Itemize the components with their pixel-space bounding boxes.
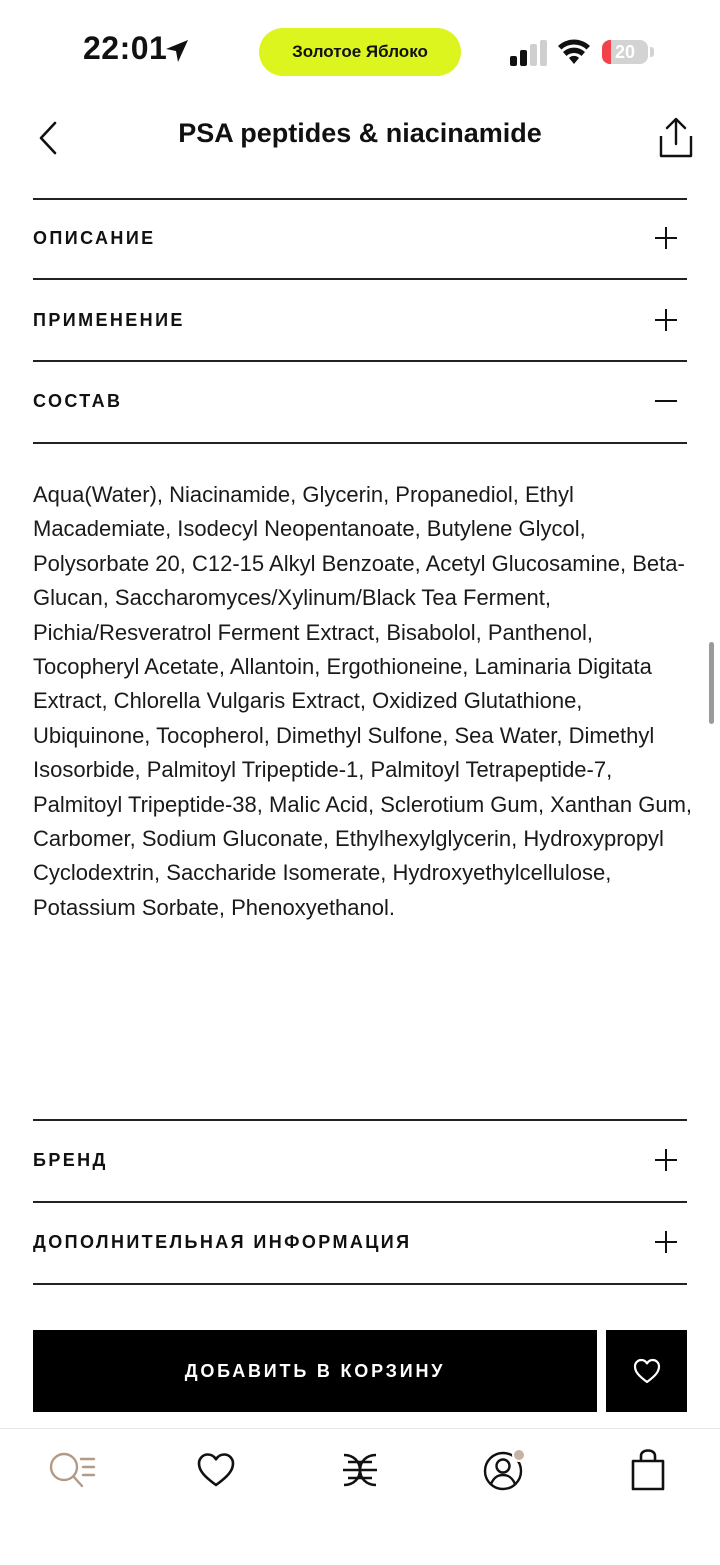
add-to-cart-button[interactable]: ДОБАВИТЬ В КОРЗИНУ (33, 1330, 597, 1412)
wifi-icon (557, 38, 591, 66)
battery-tip (650, 47, 654, 57)
divider (33, 442, 687, 444)
tab-bar (0, 1428, 720, 1565)
tab-brand-home[interactable] (335, 1447, 385, 1493)
status-bar (0, 0, 720, 100)
plus-icon (655, 1149, 677, 1171)
tab-cart[interactable] (623, 1447, 673, 1493)
section-composition[interactable] (33, 361, 687, 441)
divider (33, 1283, 687, 1285)
chevron-left-icon (37, 120, 59, 156)
section-usage[interactable] (33, 280, 687, 360)
page-title: PSA peptides & niacinamide (178, 118, 542, 148)
section-label: ОПИСАНИЕ (33, 227, 156, 248)
plus-icon (655, 1231, 677, 1253)
battery-level-text: 20 (614, 42, 636, 62)
share-button[interactable] (654, 116, 698, 160)
status-time: 22:01 (83, 30, 168, 66)
tab-search-catalog[interactable] (47, 1447, 97, 1493)
tab-favorites[interactable] (191, 1447, 241, 1493)
section-label: БРЕНД (33, 1149, 108, 1170)
heart-icon (633, 1358, 661, 1384)
shopping-bag-icon (630, 1449, 666, 1491)
plus-icon (655, 309, 677, 331)
section-description[interactable] (33, 198, 687, 278)
section-label: ДОПОЛНИТЕЛЬНАЯ ИНФОРМАЦИЯ (33, 1231, 412, 1252)
scrollbar[interactable] (709, 642, 714, 724)
plus-icon (655, 227, 677, 249)
minus-icon (655, 390, 677, 412)
share-icon (654, 116, 698, 160)
tab-profile[interactable] (479, 1447, 529, 1493)
back-button[interactable] (28, 116, 68, 160)
section-additional-info[interactable] (33, 1202, 687, 1282)
section-label: СОСТАВ (33, 390, 123, 411)
section-brand[interactable] (33, 1120, 687, 1200)
heart-icon (196, 1452, 236, 1488)
brand-logo-icon (340, 1450, 380, 1490)
profile-icon (482, 1448, 526, 1492)
search-catalog-icon (48, 1450, 96, 1490)
cellular-signal-icon (510, 40, 548, 66)
composition-text: Aqua(Water), Niacinamide, Glycerin, Propanediol, Ethyl Macademiate, Isodecyl Neopentanoate, Butylene Glycol, Polysorbate 20, C12-15 Alkyl Benzoate, Acetyl Glucosamine, Beta-Glucan, Saccharomyces/Xylinum/Black Tea Ferment, Pichia/Resveratrol Ferment Extract, Bisabolol, Panthenol, Tocopheryl Acetate, Allantoin, Ergothioneine, Laminaria Digitata Extract, Chlorella Vulgaris Extract, Oxidized Glutathione, Ubiquinone, Tocopherol, Dimethyl Sulfone, Sea Water, Dimethyl Isosorbide, Palmitoyl Tripeptide-1, Palmitoyl Tetrapeptide-7, Palmitoyl Tripeptide-38, Malic Acid, Sclerotium Gum, Xanthan Gum, Carbomer, Sodium Gluconate, Ethylhexylglycerin, Hydroxypropyl Cyclodextrin, Saccharide Isomerate, Hydroxyethylcellulose, Potassium Sorbate, Phenoxyethanol. (33, 482, 693, 920)
add-to-favorites-button[interactable] (606, 1330, 687, 1412)
section-label: ПРИМЕНЕНИЕ (33, 309, 185, 330)
dynamic-island-activity[interactable]: Золотое Яблоко (259, 28, 461, 76)
battery-indicator (602, 40, 648, 64)
location-arrow-icon (164, 38, 190, 64)
